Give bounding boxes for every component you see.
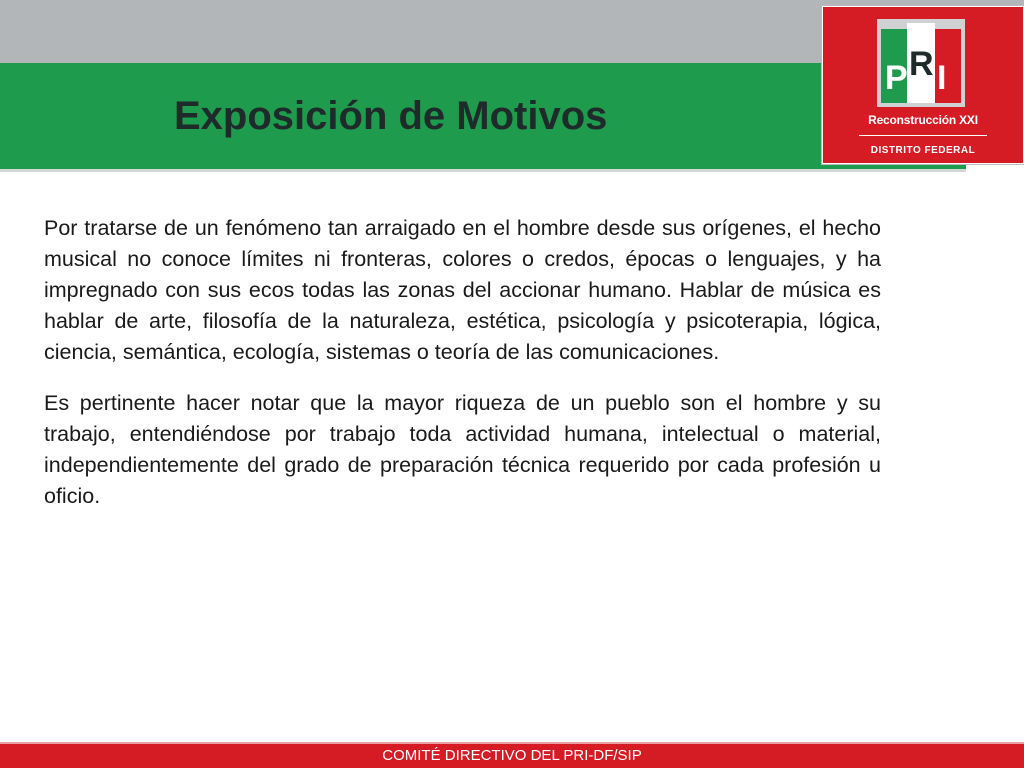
footer-bar bbox=[0, 742, 1024, 768]
pri-emblem-icon bbox=[877, 19, 965, 107]
logo-district: DISTRITO FEDERAL bbox=[870, 145, 976, 156]
logo-letter-p: P bbox=[885, 59, 908, 97]
footer-text: COMITÉ DIRECTIVO DEL PRI-DF/SIP bbox=[382, 747, 642, 764]
header-shadow bbox=[0, 169, 966, 172]
pri-logo bbox=[822, 6, 1024, 164]
logo-tagline: Reconstrucción XXI bbox=[868, 113, 978, 127]
logo-divider bbox=[859, 135, 987, 136]
slide-title: Exposición de Motivos bbox=[174, 94, 608, 138]
logo-letter-r: R bbox=[909, 45, 934, 83]
paragraph: Por tratarse de un fenómeno tan arraigado en el hombre desde sus orígenes, el hecho musical no conoce límites ni fronteras, colores o credos, épocas o lenguajes, y ha impregnado con sus ecos todas las zonas del accionar humano. Hablar de música es hablar de arte, filosofía de la naturaleza, estética, psicología y psicoterapia, lógica, ciencia, semántica, ecología, sistemas o teoría de las comunicaciones. bbox=[44, 216, 881, 364]
logo-letter-i: I bbox=[937, 59, 947, 97]
slide-body bbox=[44, 213, 881, 532]
paragraph: Es pertinente hacer notar que la mayor riqueza de un pueblo son el hombre y su trabajo, entendiéndose por trabajo toda actividad humana, intelectual o material, independientemente del grado de preparación técnica requerido por cada profesión u oficio. bbox=[44, 391, 881, 508]
